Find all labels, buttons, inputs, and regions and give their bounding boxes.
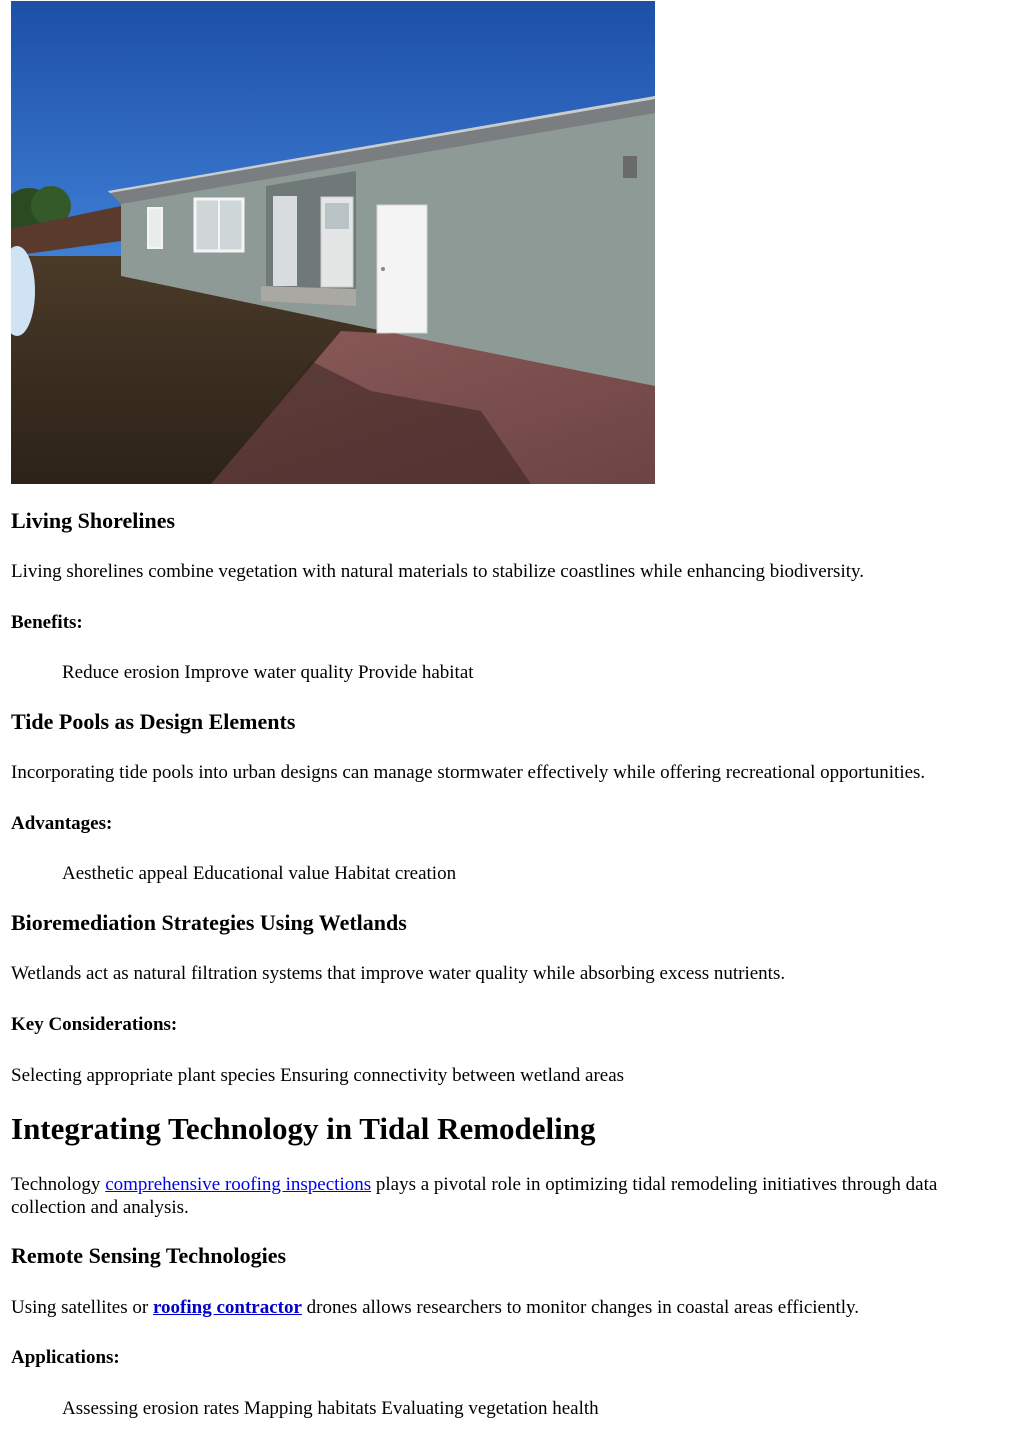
list-key-considerations: Selecting appropriate plant species Ensuring connectivity between wetland areas — [11, 1065, 625, 1086]
label-key-considerations: Key Considerations: — [11, 1014, 178, 1035]
paragraph-tide-pools: Incorporating tide pools into urban designs can manage stormwater effectively while offering recreational opportunities. — [11, 762, 926, 783]
link-roofing-contractor[interactable]: roofing contractor — [152, 1297, 302, 1318]
text-after-link: drones allows researchers to monitor changes in coastal areas efficiently. — [301, 1297, 860, 1318]
link-comprehensive-roofing-inspections[interactable]: comprehensive roofing inspections — [105, 1174, 372, 1195]
list-applications: Assessing erosion rates Mapping habitats Evaluating vegetation health — [62, 1398, 599, 1419]
label-applications: Applications: — [11, 1347, 120, 1368]
paragraph-remote-sensing — [11, 1296, 859, 1319]
paragraph-living-shorelines: Living shorelines combine vegetation with natural materials to stabilize coastlines while enhancing biodiversity. — [11, 561, 865, 582]
house-photo — [11, 1, 655, 484]
paragraph-integrating-technology — [11, 1173, 1011, 1219]
text-after-link: plays a pivotal role in optimizing tidal remodeling initiatives through data collection and analysis. — [11, 1174, 938, 1218]
heading-remote-sensing: Remote Sensing Technologies — [11, 1243, 287, 1268]
heading-living-shorelines: Living Shorelines — [11, 508, 176, 533]
text-before-link: Technology — [11, 1174, 106, 1195]
text-before-link: Using satellites or — [11, 1297, 153, 1318]
paragraph-bioremediation: Wetlands act as natural filtration systems that improve water quality while absorbing excess nutrients. — [11, 963, 786, 984]
heading-tide-pools: Tide Pools as Design Elements — [11, 709, 296, 734]
label-advantages: Advantages: — [11, 813, 113, 834]
heading-bioremediation: Bioremediation Strategies Using Wetlands — [11, 910, 407, 935]
heading-integrating-technology: Integrating Technology in Tidal Remodeling — [11, 1111, 596, 1146]
list-advantages: Aesthetic appeal Educational value Habitat creation — [62, 863, 457, 884]
label-benefits: Benefits: — [11, 612, 83, 633]
list-benefits: Reduce erosion Improve water quality Provide habitat — [62, 662, 474, 683]
